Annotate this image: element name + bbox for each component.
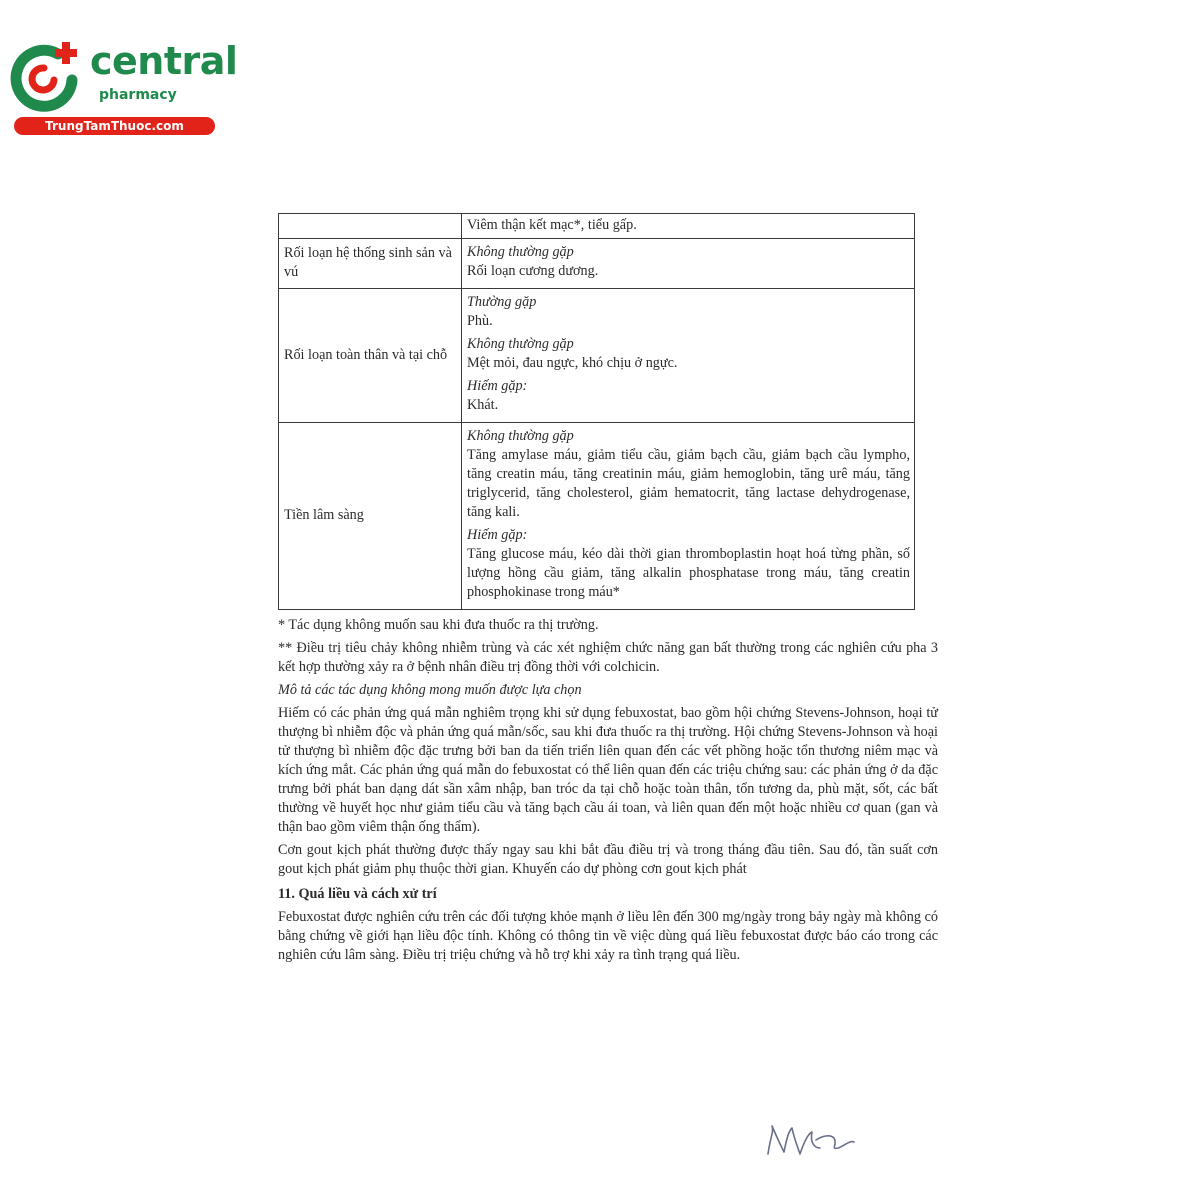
frequency-label: Không thường gặp (467, 244, 574, 260)
notes-section (278, 616, 938, 965)
frequency-label: Hiếm gặp: (467, 527, 528, 543)
frequency-label: Không thường gặp (467, 428, 574, 444)
effect-text: Rối loạn cương dương. (467, 263, 599, 279)
frequency-label: Hiếm gặp: (467, 378, 528, 394)
table-row (279, 423, 915, 610)
pharmacy-cross-icon (10, 40, 82, 112)
effect-text: Phù. (467, 313, 493, 329)
table-cell-category: Rối loạn toàn thân và tại chỗ (279, 289, 462, 423)
effect-text: Tăng glucose máu, kéo dài thời gian thromboplastin hoạt hoá từng phần, số lượng hồng cầu giảm, tăng alkalin phosphatase trong máu, tăng creatin phosphokinase trong máu* (467, 546, 910, 600)
paragraph: Hiếm có các phản ứng quá mẫn nghiêm trọng khi sử dụng febuxostat, bao gồm hội chứng Stevens-Johnson, hoại tử thượng bì nhiễm độc và phản ứng quá mẫn/sốc, sau khi đưa thuốc ra thị trường. Hội chứng Stevens-Johnson và hoại tử thượng bì nhiễm độc đặc trưng bởi ban da tiến triển liên quan đến các vết phồng hoặc tổn thương niêm mạc và kích ứng mắt. Các phản ứng quá mẫn do febuxostat có thể liên quan đến các triệu chứng sau: các phản ứng ở da đặc trưng bởi phát ban dạng dát sần xâm nhập, ban tróc da tại chỗ hoặc toàn thân, tổn tương da, phù mặt, sốt, các bất thường về huyết học như giảm tiểu cầu và tăng bạch cầu ái toan, và liên quan đến một hoặc nhiều cơ quan (gan và thận bao gồm viêm thận ống thẩm). (278, 705, 938, 835)
effect-text: Viêm thận kết mạc*, tiểu gấp. (467, 217, 637, 233)
table-cell-effects (462, 423, 915, 610)
table-cell-category (279, 214, 462, 239)
footnote: ** Điều trị tiêu chảy không nhiễm trùng và các xét nghiệm chức năng gan bất thường trong các nghiên cứu pha 3 kết hợp thường xảy ra ở bệnh nhân điều trị đồng thời với colchicin. (278, 640, 938, 675)
frequency-label: Thường gặp (467, 294, 537, 310)
document-body (278, 213, 938, 969)
brand-url[interactable]: TrungTamThuoc.com (14, 117, 215, 135)
frequency-label: Không thường gặp (467, 336, 574, 352)
table-cell-category: Tiền lâm sàng (279, 423, 462, 610)
section-heading: 11. Quá liều và cách xử trí (278, 886, 437, 902)
subsection-heading: Mô tả các tác dụng không mong muốn được lựa chọn (278, 682, 582, 698)
effect-text: Mệt mỏi, đau ngực, khó chịu ở ngực. (467, 355, 678, 371)
footnote: * Tác dụng không muốn sau khi đưa thuốc ra thị trường. (278, 617, 599, 633)
table-cell-category: Rối loạn hệ thống sinh sản và vú (279, 239, 462, 289)
paragraph: Febuxostat được nghiên cứu trên các đối tượng khỏe mạnh ở liều lên đến 300 mg/ngày trong bảy ngày mà không có bằng chứng về giới hạn liều độc tính. Không có thông tin về việc dùng quá liều febuxostat được báo cáo trong các nghiên cứu lâm sàng. Điều trị triệu chứng và hỗ trợ khi xảy ra tình trạng quá liều. (278, 909, 938, 963)
brand-name: central (90, 39, 238, 83)
table-cell-effects (462, 289, 915, 423)
paragraph: Cơn gout kịch phát thường được thấy ngay sau khi bắt đầu điều trị và trong tháng đầu tiên. Sau đó, tần suất cơn gout kịch phát giảm phụ thuộc thời gian. Khuyến cáo dự phòng cơn gout kịch phát (278, 842, 938, 877)
effect-text: Khát. (467, 397, 499, 413)
table-cell-effects (462, 214, 915, 239)
table-row (279, 239, 915, 289)
adverse-effects-table (278, 213, 915, 610)
table-row (279, 289, 915, 423)
brand-subtitle: pharmacy (99, 87, 177, 103)
table-row (279, 214, 915, 239)
brand-logo[interactable] (10, 36, 238, 136)
table-cell-effects (462, 239, 915, 289)
effect-text: Tăng amylase máu, giảm tiểu cầu, giảm bạch cầu, giảm bạch cầu lympho, tăng creatin máu, tăng creatinin máu, giảm hemoglobin, tăng urê máu, tăng triglycerid, tăng cholesterol, giảm hematocrit, tăng lactase dehydrogenase, tăng kali. (467, 447, 910, 520)
handwritten-signature (760, 1118, 860, 1166)
